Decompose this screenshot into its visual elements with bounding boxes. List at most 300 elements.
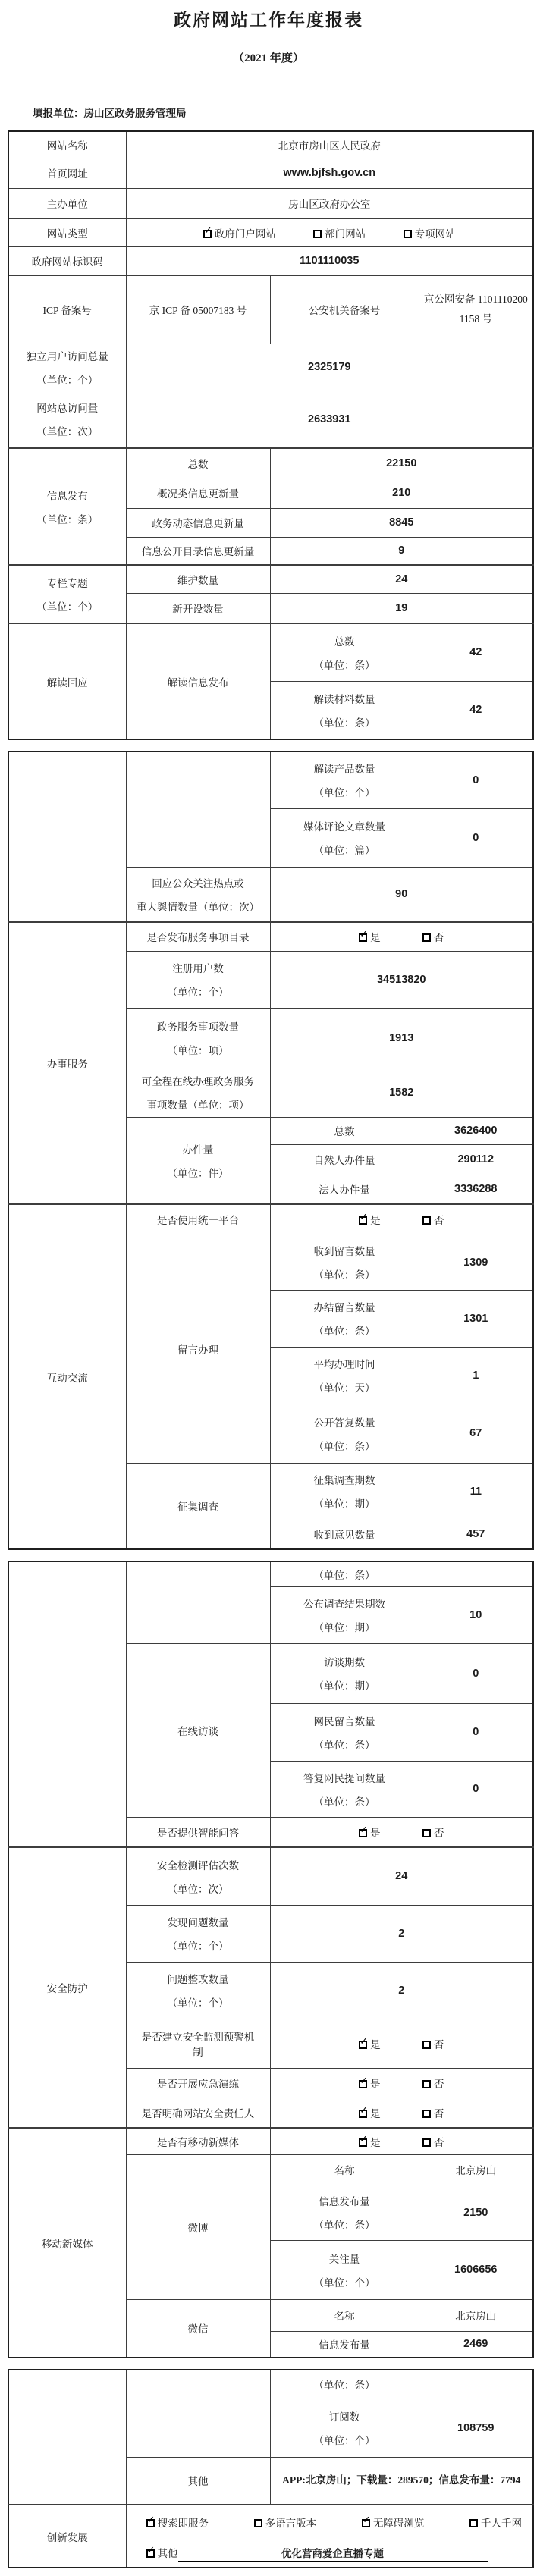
hot-response-label-line2: 重大舆情数量（单位：次） xyxy=(137,901,259,913)
cell-responsible-label xyxy=(126,2098,270,2128)
survey-results-value: 10 xyxy=(469,1608,482,1621)
cell-surveys-group-cont xyxy=(126,1561,270,1643)
total-visits-value: 2633931 xyxy=(308,413,351,425)
checkbox-icon xyxy=(422,1829,431,1837)
info-release-overview-value: 210 xyxy=(392,487,411,499)
cell-interaction-group xyxy=(8,1204,126,1549)
registered-users-unit: （单位：个） xyxy=(167,987,229,998)
cell-interpretation-release-group xyxy=(126,623,270,739)
messages-completed-value: 1301 xyxy=(463,1312,488,1325)
cell-public-replies-label xyxy=(270,1404,419,1463)
innovation-other-row xyxy=(146,2545,523,2562)
interp-products-unit: （单位：个） xyxy=(313,787,375,799)
cell-columns-maintained-label xyxy=(126,565,270,593)
option-no xyxy=(422,1215,444,1226)
cell-wechat-subscribers-label xyxy=(270,2399,419,2457)
option-label: 无障碍浏览 xyxy=(372,2518,425,2529)
online-items-label-line2: 事项数量（单位：项） xyxy=(146,1100,250,1111)
columns-new-label: 新开设数量 xyxy=(172,603,224,615)
assessments-value: 24 xyxy=(395,1870,408,1883)
cell-transactions-legal-value xyxy=(419,1175,533,1204)
yes-label: 是 xyxy=(370,2136,381,2148)
cell-interpretation-release-cont xyxy=(126,751,270,867)
cell-surveys-group xyxy=(126,1463,270,1549)
info-release-catalog-value: 9 xyxy=(398,544,405,557)
home-url-value: www.bjfsh.gov.cn xyxy=(283,167,376,179)
cell-interpretation-group-cont xyxy=(8,751,126,922)
registered-users-label: 注册用户数 xyxy=(172,963,224,974)
option-yes xyxy=(359,2137,381,2148)
info-release-dynamic-label: 政务动态信息更新量 xyxy=(152,518,244,529)
cell-service-items-value xyxy=(270,1008,533,1068)
interview-messages-unit: （单位：条） xyxy=(313,1739,375,1751)
cell-police-filing-value xyxy=(419,275,533,344)
cell-problems-found-value xyxy=(270,1905,533,1962)
survey-periods-unit: （单位：期） xyxy=(313,1498,375,1510)
info-release-total-label: 总数 xyxy=(187,458,209,470)
option-label: 专项网站 xyxy=(414,227,456,240)
report-table-page-1 xyxy=(8,130,534,740)
cell-other-media-label xyxy=(126,2457,270,2505)
interp-materials-unit: （单位：条） xyxy=(313,717,375,729)
transactions-natural-value: 290112 xyxy=(457,1153,495,1166)
cell-wechat-posts-label xyxy=(270,2331,419,2358)
option-label: 其他 xyxy=(157,2548,178,2559)
cell-transactions-natural-value xyxy=(419,1144,533,1175)
page-title: 政府网站工作年度报表 xyxy=(174,11,363,30)
cell-interviews-group xyxy=(126,1643,270,1817)
interview-periods-label: 访谈期数 xyxy=(324,1657,365,1668)
interview-replies-value: 0 xyxy=(473,1783,479,1795)
messages-avg-time-label: 平均办理时间 xyxy=(313,1359,375,1370)
innovation-option-accessibility xyxy=(362,2515,425,2530)
cell-unique-visitors-label xyxy=(8,344,126,391)
checkbox-icon xyxy=(422,2110,431,2118)
checkbox-icon xyxy=(359,2041,367,2049)
cell-wechat-subscribers-value xyxy=(419,2399,533,2457)
cell-home-url-value xyxy=(126,158,533,188)
cell-wechat-group-cont xyxy=(126,2370,270,2457)
public-replies-label: 公开答复数量 xyxy=(313,1417,375,1429)
survey-opinions-value: 457 xyxy=(466,1528,485,1541)
checkbox-icon xyxy=(422,2041,431,2049)
cell-interp-total-value xyxy=(419,623,533,681)
interview-messages-label: 网民留言数量 xyxy=(313,1715,375,1727)
messages-completed-label: 办结留言数量 xyxy=(313,1302,375,1313)
survey-results-label: 公布调查结果期数 xyxy=(303,1599,385,1610)
cell-survey-opinions-unit-cont xyxy=(270,1561,419,1586)
page-subtitle: （2021 年度） xyxy=(233,52,304,64)
cell-messages-completed-label xyxy=(270,1290,419,1347)
cell-interview-replies-label xyxy=(270,1761,419,1817)
filing-unit-value: 房山区政务服务管理局 xyxy=(83,108,187,119)
info-release-catalog-label: 信息公开目录信息更新量 xyxy=(141,546,255,558)
cell-new-media-group-cont xyxy=(8,2370,126,2505)
yes-label: 是 xyxy=(370,2078,381,2090)
special-columns-group-label: 专栏专题 xyxy=(46,578,88,589)
unified-platform-label: 是否使用统一平台 xyxy=(157,1215,239,1227)
service-items-unit: （单位：项） xyxy=(167,1045,229,1056)
interpretation-group-label: 解读回应 xyxy=(46,676,88,689)
interp-total-label: 总数 xyxy=(334,635,355,648)
survey-results-unit: （单位：期） xyxy=(313,1622,375,1633)
interview-periods-unit: （单位：期） xyxy=(313,1680,375,1692)
checkbox-icon xyxy=(362,2519,370,2527)
cell-unique-visitors-value xyxy=(126,344,533,391)
site-type-label: 网站类型 xyxy=(46,227,88,240)
cell-empty-value xyxy=(419,2370,533,2399)
option-no xyxy=(422,932,444,943)
interp-total-value: 42 xyxy=(469,646,482,659)
cell-transactions-total-label xyxy=(270,1117,419,1144)
checkbox-icon xyxy=(146,2549,155,2558)
assessments-label: 安全检测评估次数 xyxy=(157,1859,239,1872)
cell-messages-received-value xyxy=(419,1235,533,1290)
other-media-value: APP:北京房山；下载量：289570；信息发布量：7794 xyxy=(282,2474,521,2487)
cell-service-items-label xyxy=(126,1008,270,1068)
cell-wechat-group xyxy=(126,2299,270,2358)
cell-site-type-label xyxy=(8,218,126,246)
cell-new-media-group xyxy=(8,2128,126,2358)
cell-interp-materials-label xyxy=(270,681,419,739)
cell-interp-media-label xyxy=(270,808,419,867)
no-label: 否 xyxy=(433,2038,444,2050)
weibo-name-label: 名称 xyxy=(334,2165,355,2176)
report-table-page-2 xyxy=(8,751,534,1550)
wechat-posts-value: 2469 xyxy=(463,2338,488,2351)
cell-innovation-group xyxy=(8,2505,126,2568)
cell-survey-periods-label xyxy=(270,1463,419,1520)
info-release-dynamic-value: 8845 xyxy=(389,516,414,529)
cell-drills-options xyxy=(270,2068,533,2098)
cell-smart-qa-label xyxy=(126,1817,270,1847)
messages-received-value: 1309 xyxy=(463,1256,488,1269)
checkbox-icon xyxy=(359,1829,367,1837)
wechat-posts-label: 信息发布量 xyxy=(319,2339,370,2352)
online-items-label-line1: 可全程在线办理政务服务 xyxy=(141,1076,255,1087)
info-release-overview-label: 概况类信息更新量 xyxy=(157,488,239,500)
cell-site-type-options xyxy=(126,218,533,246)
cell-interpretation-group xyxy=(8,623,126,739)
service-items-value: 1913 xyxy=(389,1031,414,1044)
weibo-posts-unit: （单位：条） xyxy=(313,2220,375,2231)
cell-unified-platform-options xyxy=(270,1204,533,1235)
site-code-value: 1101110035 xyxy=(300,255,360,267)
cell-icp-value xyxy=(126,275,270,344)
messages-avg-time-value: 1 xyxy=(473,1369,479,1382)
checkbox-icon xyxy=(422,933,431,942)
option-label: 千人千网 xyxy=(480,2518,522,2529)
option-label: 部门网站 xyxy=(325,227,366,240)
new-media-group-label: 移动新媒体 xyxy=(42,2238,93,2250)
services-group-label: 办事服务 xyxy=(46,1059,88,1070)
columns-maintained-label: 维护数量 xyxy=(177,574,218,586)
interviews-group-label: 在线访谈 xyxy=(177,1725,218,1737)
problems-found-value: 2 xyxy=(398,1927,405,1940)
no-label: 否 xyxy=(433,2078,444,2090)
innovation-options-row xyxy=(146,2515,523,2530)
option-yes xyxy=(359,1215,381,1226)
cell-transactions-total-value xyxy=(419,1117,533,1144)
police-filing-label: 公安机关备案号 xyxy=(308,305,381,316)
cell-site-name-label xyxy=(8,131,126,158)
checkbox-icon xyxy=(146,2519,155,2527)
transactions-total-value: 3626400 xyxy=(454,1125,498,1137)
checkbox-icon xyxy=(404,230,412,238)
filing-unit-line xyxy=(33,105,537,120)
messages-received-unit: （单位：条） xyxy=(313,1269,375,1281)
registered-users-value: 34513820 xyxy=(376,973,426,986)
cell-assessments-label xyxy=(126,1847,270,1905)
checkbox-icon xyxy=(313,230,322,238)
option-label: 多语言版本 xyxy=(265,2518,317,2529)
site-code-label: 政府网站标识码 xyxy=(31,256,103,268)
interview-messages-value: 0 xyxy=(473,1726,479,1738)
checkbox-icon xyxy=(359,2138,367,2147)
checkbox-icon xyxy=(359,1216,367,1225)
interp-media-value: 0 xyxy=(473,831,479,844)
option-no xyxy=(422,1828,444,1839)
organizer-label: 主办单位 xyxy=(46,199,88,210)
has-media-label: 是否有移动新媒体 xyxy=(157,2136,239,2148)
weibo-followers-unit: （单位：个） xyxy=(313,2276,375,2289)
cell-unified-platform-label xyxy=(126,1204,270,1235)
cell-columns-new-value xyxy=(270,593,533,623)
innovation-option-search xyxy=(146,2515,209,2530)
service-items-label: 政务服务事项数量 xyxy=(157,1021,239,1033)
yes-label: 是 xyxy=(370,1215,381,1227)
cell-messages-avg-time-value xyxy=(419,1347,533,1404)
cell-total-visits-value xyxy=(126,391,533,448)
cell-organizer-value xyxy=(126,188,533,218)
surveys-group-label: 征集调查 xyxy=(177,1501,218,1513)
weibo-followers-value: 1606656 xyxy=(454,2264,498,2276)
report-table-page-4 xyxy=(8,2369,534,2568)
columns-maintained-value: 24 xyxy=(395,573,408,585)
cell-interaction-group-cont xyxy=(8,1561,126,1847)
cell-survey-periods-value xyxy=(419,1463,533,1520)
interp-total-unit: （单位：条） xyxy=(313,659,375,671)
cell-public-replies-value xyxy=(419,1404,533,1463)
cell-monitoring-label xyxy=(126,2019,270,2068)
security-group-label: 安全防护 xyxy=(46,1983,88,1994)
cell-interp-materials-value xyxy=(419,681,533,739)
cell-messages-completed-value xyxy=(419,1290,533,1347)
interaction-group-label: 互动交流 xyxy=(46,1372,88,1384)
cell-interp-products-label xyxy=(270,751,419,808)
innovation-group-label: 创新发展 xyxy=(46,2531,88,2543)
cell-info-release-dynamic-value xyxy=(270,508,533,537)
option-label: 政府门户网站 xyxy=(214,227,276,240)
interview-periods-value: 0 xyxy=(473,1667,479,1680)
weibo-group-label: 微博 xyxy=(187,2222,209,2234)
interp-media-unit: （单位：篇） xyxy=(313,845,375,856)
innovation-option-other xyxy=(146,2548,178,2559)
cell-site-name-value xyxy=(126,131,533,158)
cell-messages-received-label xyxy=(270,1235,419,1290)
cell-interview-replies-value xyxy=(419,1761,533,1817)
innovation-option-personalized xyxy=(469,2515,522,2530)
cell-survey-results-label xyxy=(270,1586,419,1643)
problems-fixed-unit: （单位：个） xyxy=(167,1997,229,2009)
cell-weibo-name-value xyxy=(419,2154,533,2185)
cell-online-items-label xyxy=(126,1068,270,1117)
wechat-name-value: 北京房山 xyxy=(455,2311,497,2322)
cell-police-filing-label xyxy=(270,275,419,344)
interview-replies-label: 答复网民提问数量 xyxy=(303,1772,385,1784)
transactions-legal-value: 3336288 xyxy=(454,1183,498,1196)
transactions-group-unit: （单位：件） xyxy=(167,1167,229,1179)
cell-weibo-posts-value xyxy=(419,2185,533,2240)
cell-other-media-value xyxy=(270,2457,533,2505)
checkbox-icon xyxy=(359,933,367,942)
interp-media-label: 媒体评论文章数量 xyxy=(303,821,385,833)
weibo-followers-label: 关注量 xyxy=(328,2253,360,2265)
transactions-group-label: 办件量 xyxy=(182,1144,214,1156)
wechat-subscribers-unit: （单位：个） xyxy=(313,2435,375,2446)
cell-survey-opinions-value xyxy=(419,1520,533,1549)
weibo-name-value: 北京房山 xyxy=(455,2165,497,2176)
icp-label: ICP 备案号 xyxy=(42,305,92,316)
messages-avg-time-unit: （单位：天） xyxy=(313,1382,375,1394)
no-label: 否 xyxy=(433,1827,444,1839)
cell-problems-found-label xyxy=(126,1905,270,1962)
cell-hot-response-label xyxy=(126,867,270,922)
checkbox-icon xyxy=(254,2519,262,2527)
interp-materials-label: 解读材料数量 xyxy=(313,693,375,705)
cell-services-catalog-label xyxy=(126,922,270,951)
unique-visitors-value: 2325179 xyxy=(308,361,351,373)
columns-new-value: 19 xyxy=(395,601,408,614)
cell-hot-response-value xyxy=(270,867,533,922)
cell-transactions-group xyxy=(126,1117,270,1204)
no-label: 否 xyxy=(433,2107,444,2119)
checkbox-icon xyxy=(359,2110,367,2118)
other-media-label: 其他 xyxy=(187,2476,209,2488)
site-type-option-special xyxy=(404,228,456,240)
cell-weibo-posts-label xyxy=(270,2185,419,2240)
problems-fixed-value: 2 xyxy=(398,1984,405,1997)
services-catalog-label: 是否发布服务事项目录 xyxy=(146,932,250,944)
cell-wechat-name-value xyxy=(419,2299,533,2331)
cell-info-release-total-value xyxy=(270,448,533,478)
cell-monitoring-options xyxy=(270,2019,533,2068)
cell-problems-fixed-label xyxy=(126,1962,270,2019)
cell-drills-label xyxy=(126,2068,270,2098)
organizer-value: 房山区政府办公室 xyxy=(288,199,371,210)
wechat-posts-unit: （单位：条） xyxy=(313,2380,375,2392)
yes-label: 是 xyxy=(370,932,381,944)
cell-services-group xyxy=(8,922,126,1204)
site-name-label: 网站名称 xyxy=(46,140,88,152)
cell-registered-users-label xyxy=(126,951,270,1008)
interp-products-label: 解读产品数量 xyxy=(313,764,375,776)
interview-replies-unit: （单位：条） xyxy=(313,1796,375,1808)
survey-periods-label: 征集调查期数 xyxy=(313,1475,375,1486)
cell-empty-value xyxy=(419,1561,533,1586)
wechat-subscribers-value: 108759 xyxy=(457,2421,495,2434)
cell-icp-label xyxy=(8,275,126,344)
transactions-legal-label: 法人办件量 xyxy=(319,1184,370,1197)
cell-transactions-natural-label xyxy=(270,1144,419,1175)
cell-organizer-label xyxy=(8,188,126,218)
unique-visitors-unit: （单位：个） xyxy=(36,374,99,386)
yes-label: 是 xyxy=(370,2107,381,2119)
cell-info-release-overview-value xyxy=(270,478,533,508)
cell-smart-qa-options xyxy=(270,1817,533,1847)
cell-wechat-posts-value xyxy=(419,2331,533,2358)
survey-opinions-label: 收到意见数量 xyxy=(313,1530,375,1542)
cell-info-release-catalog-value xyxy=(270,537,533,565)
cell-responsible-options xyxy=(270,2098,533,2128)
cell-problems-fixed-value xyxy=(270,1962,533,2019)
checkbox-icon xyxy=(422,2138,431,2147)
messages-received-label: 收到留言数量 xyxy=(313,1246,375,1257)
survey-opinions-unit: （单位：条） xyxy=(313,1569,375,1581)
option-yes xyxy=(359,1828,381,1839)
transactions-natural-label: 自然人办件量 xyxy=(313,1155,375,1166)
cell-wechat-posts-unit-cont xyxy=(270,2370,419,2399)
responsible-label: 是否明确网站安全责任人 xyxy=(141,2107,255,2119)
cell-weibo-group xyxy=(126,2154,270,2299)
cell-info-release-group xyxy=(8,448,126,565)
hot-response-value: 90 xyxy=(395,888,408,901)
option-label: 搜索即服务 xyxy=(157,2518,209,2529)
hot-response-label-line1: 回应公众关注热点或 xyxy=(152,877,244,890)
cell-survey-results-value xyxy=(419,1586,533,1643)
assessments-unit: （单位：次） xyxy=(167,1883,229,1895)
icp-value: 京 ICP 备 05007183 号 xyxy=(149,305,247,316)
cell-home-url-label xyxy=(8,158,126,188)
public-replies-unit: （单位：条） xyxy=(313,1440,375,1452)
cell-total-visits-label xyxy=(8,391,126,448)
cell-online-items-value xyxy=(270,1068,533,1117)
cell-site-code-value xyxy=(126,246,533,275)
problems-fixed-label: 问题整改数量 xyxy=(167,1974,229,1985)
option-yes xyxy=(359,932,381,943)
site-name-value: 北京市房山区人民政府 xyxy=(278,140,381,152)
cell-survey-opinions-label xyxy=(270,1520,419,1549)
option-no xyxy=(422,2079,444,2090)
monitoring-label-line1: 是否建立安全监测预警机 xyxy=(141,2031,255,2043)
home-url-label: 首页网址 xyxy=(46,168,88,180)
cell-interview-periods-label xyxy=(270,1643,419,1703)
checkbox-icon xyxy=(422,2080,431,2088)
option-yes xyxy=(359,2079,381,2090)
drills-label: 是否开展应急演练 xyxy=(157,2078,239,2090)
problems-found-unit: （单位：个） xyxy=(167,1941,229,1952)
checkbox-icon xyxy=(203,230,212,238)
cell-interview-messages-value xyxy=(419,1703,533,1761)
site-type-option-portal xyxy=(203,228,276,240)
no-label: 否 xyxy=(433,2136,444,2148)
info-release-group-label: 信息发布 xyxy=(46,490,88,502)
cell-messages-avg-time-label xyxy=(270,1347,419,1404)
cell-innovation-content xyxy=(126,2505,533,2568)
police-filing-value: 京公网安备 11011102001158 号 xyxy=(423,293,528,325)
wechat-subscribers-label: 订阅数 xyxy=(328,2411,360,2423)
interp-products-value: 0 xyxy=(473,773,479,786)
yes-label: 是 xyxy=(370,1827,381,1839)
total-visits-label: 网站总访问量 xyxy=(36,403,99,415)
total-visits-unit: （单位：次） xyxy=(36,426,99,438)
cell-weibo-name-label xyxy=(270,2154,419,2185)
survey-periods-value: 11 xyxy=(469,1485,482,1498)
innovation-other-value: 优化营商爱企直播专题 xyxy=(178,2545,488,2562)
cell-transactions-legal-label xyxy=(270,1175,419,1204)
problems-found-label: 发现问题数量 xyxy=(167,1917,229,1928)
cell-services-catalog-options xyxy=(270,922,533,951)
